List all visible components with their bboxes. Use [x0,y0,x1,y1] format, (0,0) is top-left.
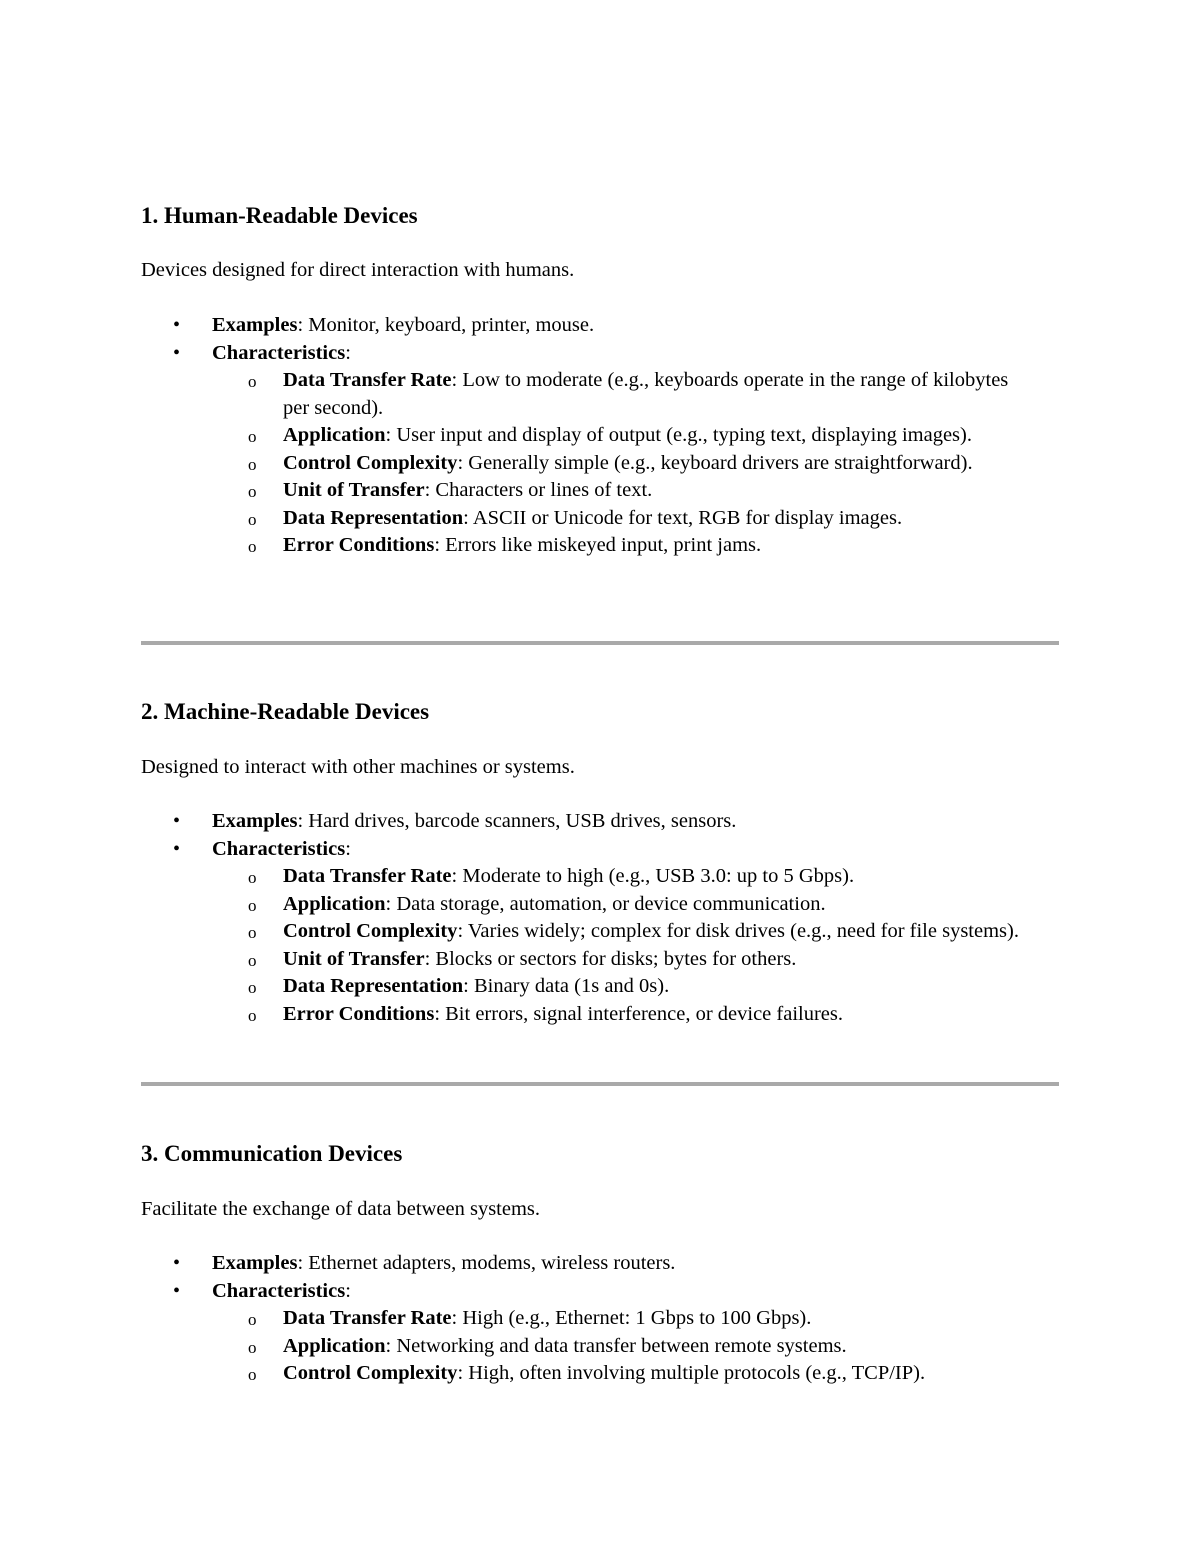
list-item-characteristics [141,340,1059,368]
item-text: : Low to moderate (e.g., keyboards operate in the range of kilobytes per second). [283,369,1009,419]
item-text: : Characters or lines of text. [424,479,653,501]
item-label: Data Transfer Rate [283,369,452,391]
section-list [141,312,1059,560]
sub-bullet-icon: o [248,1337,257,1357]
bullet-icon: • [173,1252,181,1274]
item-label: Application [283,892,386,915]
item-text: : Hard drives, barcode scanners, USB drives, sensors. [297,810,737,832]
item-text: : Data storage, automation, or device communication. [385,892,826,915]
section-human-readable [141,201,1059,556]
item-text: : Binary data (1s and 0s). [463,975,670,997]
sub-bullet-icon: o [248,868,257,887]
item-text: : [345,341,351,364]
item-label: Data Representation [283,506,464,529]
sub-item [141,367,1059,422]
section-machine-readable [141,697,1059,1025]
sub-item [141,973,1059,1001]
list-item-examples [141,1250,1059,1278]
bullet-icon: • [173,837,181,860]
horizontal-divider [141,641,1059,645]
section-heading: 2. Machine-Readable Devices [141,699,430,724]
sub-item [141,1360,1059,1388]
horizontal-divider [141,1082,1059,1086]
item-label: Data Transfer Rate [283,865,452,887]
section-communication [141,1139,1059,1384]
item-label: Unit of Transfer [283,479,425,501]
sub-item [141,532,1059,560]
bullet-icon: • [173,810,181,832]
section-intro: Designed to interact with other machines or systems. [141,756,575,778]
section-list [141,808,1059,1028]
item-text: : Varies widely; complex for disk drives (e.g., need for file systems). [457,920,1019,942]
sub-item [141,918,1059,946]
list-item-characteristics [141,1278,1059,1306]
bullet-icon: • [173,314,181,336]
sub-bullet-icon: o [248,509,257,529]
sub-bullet-icon: o [248,895,257,915]
item-label: Error Conditions [283,1002,435,1025]
bullet-icon: • [173,341,181,364]
item-text: : User input and display of output (e.g., typing text, displaying images). [385,424,972,446]
item-label: Unit of Transfer [283,947,425,970]
sub-bullet-icon: o [248,978,257,997]
sub-item [141,505,1059,533]
sub-bullet-icon: o [248,537,257,556]
item-text: : Monitor, keyboard, printer, mouse. [297,314,595,336]
item-label: Examples [212,810,298,832]
item-text: : Errors like miskeyed input, print jams. [434,534,762,556]
sub-bullet-icon: o [248,372,257,391]
item-label: Characteristics [212,1279,346,1302]
sub-item [141,863,1059,891]
sub-bullet-icon: o [248,482,257,501]
item-text: : ASCII or Unicode for text, RGB for display images. [463,506,903,529]
sub-bullet-icon: o [248,1365,257,1384]
sub-item [141,477,1059,505]
item-text: : Bit errors, signal interference, or device failures. [434,1002,844,1025]
sub-item [141,1333,1059,1361]
sub-bullet-icon: o [248,923,257,942]
item-label: Characteristics [212,341,346,364]
section-intro: Facilitate the exchange of data between systems. [141,1198,541,1220]
item-label: Examples [212,1252,298,1274]
section-list [141,1250,1059,1388]
sub-item [141,422,1059,450]
item-text: : Ethernet adapters, modems, wireless routers. [297,1252,676,1274]
item-label: Data Transfer Rate [283,1307,452,1329]
bullet-icon: • [173,1279,181,1302]
item-label: Control Complexity [283,451,458,474]
item-text: : [345,837,351,860]
list-item-examples [141,312,1059,340]
item-label: Application [283,1334,386,1357]
sub-bullet-icon: o [248,1310,257,1329]
item-text: : Generally simple (e.g., keyboard drivers are straightforward). [457,451,973,474]
item-label: Error Conditions [283,534,435,556]
item-text: : High, often involving multiple protocols (e.g., TCP/IP). [457,1362,926,1384]
sub-item [141,891,1059,919]
sub-item [141,946,1059,974]
section-heading: 1. Human-Readable Devices [141,203,418,228]
section-heading: 3. Communication Devices [141,1141,403,1166]
sub-item [141,1001,1059,1029]
item-text: : Blocks or sectors for disks; bytes for others. [424,947,797,970]
item-label: Control Complexity [283,920,458,942]
item-label: Data Representation [283,975,464,997]
sub-item [141,450,1059,478]
item-label: Examples [212,314,298,336]
list-item-characteristics [141,836,1059,864]
item-text: : High (e.g., Ethernet: 1 Gbps to 100 Gbps). [451,1307,812,1329]
item-label: Characteristics [212,837,346,860]
item-label: Application [283,424,386,446]
item-text: : Moderate to high (e.g., USB 3.0: up to 5 Gbps). [451,865,855,887]
sub-bullet-icon: o [248,950,257,970]
item-text: : Networking and data transfer between remote systems. [385,1334,847,1357]
sub-bullet-icon: o [248,454,257,474]
list-item-examples [141,808,1059,836]
sub-item [141,1305,1059,1333]
sub-bullet-icon: o [248,1005,257,1025]
sub-bullet-icon: o [248,427,257,446]
item-label: Control Complexity [283,1362,458,1384]
item-text: : [345,1279,351,1302]
section-intro: Devices designed for direct interaction with humans. [141,259,575,281]
